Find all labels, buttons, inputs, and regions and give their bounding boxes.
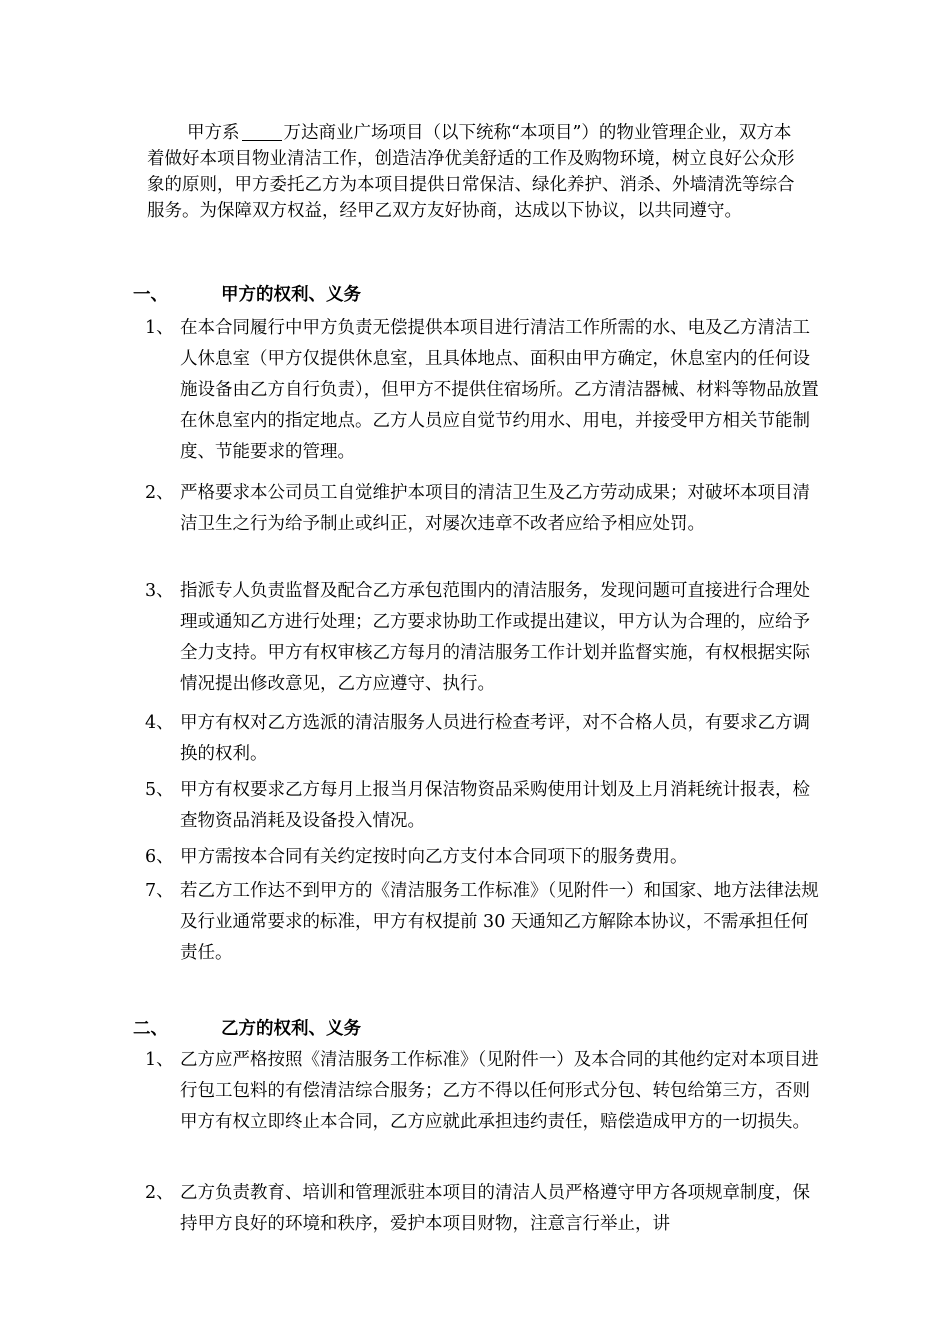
list-item (145, 313, 820, 468)
section-title-2 (133, 1015, 361, 1040)
item-number: 3、 (145, 581, 174, 601)
list-item (145, 1178, 820, 1240)
item-number: 2、 (145, 1183, 174, 1203)
item-text: 指派专人负责监督及配合乙方承包范围内的清洁服务，发现问题可直接进行合理处理或通知乙方进行处理；乙方要求协助工作或提出建议，甲方认为合理的，应给予全力支持。甲方有权审核乙方每月的清洁服务工作计划并监督实施，有权根据实际情况提出修改意见，乙方应遵守、执行。 (180, 581, 810, 694)
item-number: 2、 (145, 483, 174, 503)
item-text: 在本合同履行中甲方负责无偿提供本项目进行清洁工作所需的水、电及乙方清洁工人休息室（甲方仅提供休息室，且具体地点、面积由甲方确定，休息室内的任何设施设备由乙方自行负责），但甲方不提供住宿场所。乙方清洁器械、材料等物品放置在休息室内的指定地点。乙方人员应自觉节约用水、用电，并接受甲方相关节能制度、节能要求的管理。 (180, 318, 819, 462)
list-item (145, 775, 820, 837)
item-number: 1、 (145, 318, 174, 338)
intro-paragraph (147, 120, 807, 224)
item-text: 乙方应严格按照《清洁服务工作标准》（见附件一）及本合同的其他约定对本项目进行包工包料的有偿清洁综合服务；乙方不得以任何形式分包、转包给第三方，否则甲方有权立即终止本合同，乙方应就此承担违约责任，赔偿造成甲方的一切损失。 (180, 1050, 819, 1132)
list-item (145, 842, 820, 873)
item-number: 4、 (145, 713, 174, 733)
intro-prefix: 甲方系 (187, 123, 240, 143)
section-number: 一、 (133, 285, 168, 305)
section-number: 二、 (133, 1019, 168, 1039)
item-text: 甲方有权要求乙方每月上报当月保洁物资品采购使用计划及上月消耗统计报表，检查物资品消耗及设备投入情况。 (180, 780, 810, 831)
section-heading: 甲方的权利、义务 (221, 285, 361, 305)
item-text: 严格要求本公司员工自觉维护本项目的清洁卫生及乙方劳动成果；对破坏本项目清洁卫生之行为给予制止或纠正，对屡次违章不改者应给予相应处罚。 (180, 483, 810, 534)
item-number: 1、 (145, 1050, 174, 1070)
blank-underline (242, 122, 282, 141)
item-text: 甲方有权对乙方选派的清洁服务人员进行检查考评，对不合格人员，有要求乙方调换的权利。 (180, 713, 810, 764)
list-item (145, 576, 820, 700)
item-text: 若乙方工作达不到甲方的《清洁服务工作标准》（见附件一）和国家、地方法律法规及行业通常要求的标准，甲方有权提前 30 天通知乙方解除本协议，不需承担任何责任。 (180, 881, 819, 963)
item-text: 乙方负责教育、培训和管理派驻本项目的清洁人员严格遵守甲方各项规章制度，保持甲方良好的环境和秩序，爱护本项目财物，注意言行举止，讲 (180, 1183, 810, 1234)
item-number: 5、 (145, 780, 174, 800)
section-title-1 (133, 281, 361, 306)
list-item (145, 478, 820, 540)
list-item (145, 1045, 820, 1138)
item-number: 7、 (145, 881, 174, 901)
intro-text: 万达商业广场项目（以下统称“本项目”）的物业管理企业，双方本着做好本项目物业清洁工作，创造洁净优美舒适的工作及购物环境，树立良好公众形象的原则，甲方委托乙方为本项目提供日常保洁、绿化养护、消杀、外墙清洗等综合服务。为保障双方权益，经甲乙双方友好协商，达成以下协议，以共同遵守。 (147, 123, 795, 221)
item-text: 甲方需按本合同有关约定按时向乙方支付本合同项下的服务费用。 (180, 847, 688, 867)
list-item (145, 708, 820, 770)
list-item (145, 876, 820, 969)
item-number: 6、 (145, 847, 174, 867)
section-heading: 乙方的权利、义务 (221, 1019, 361, 1039)
